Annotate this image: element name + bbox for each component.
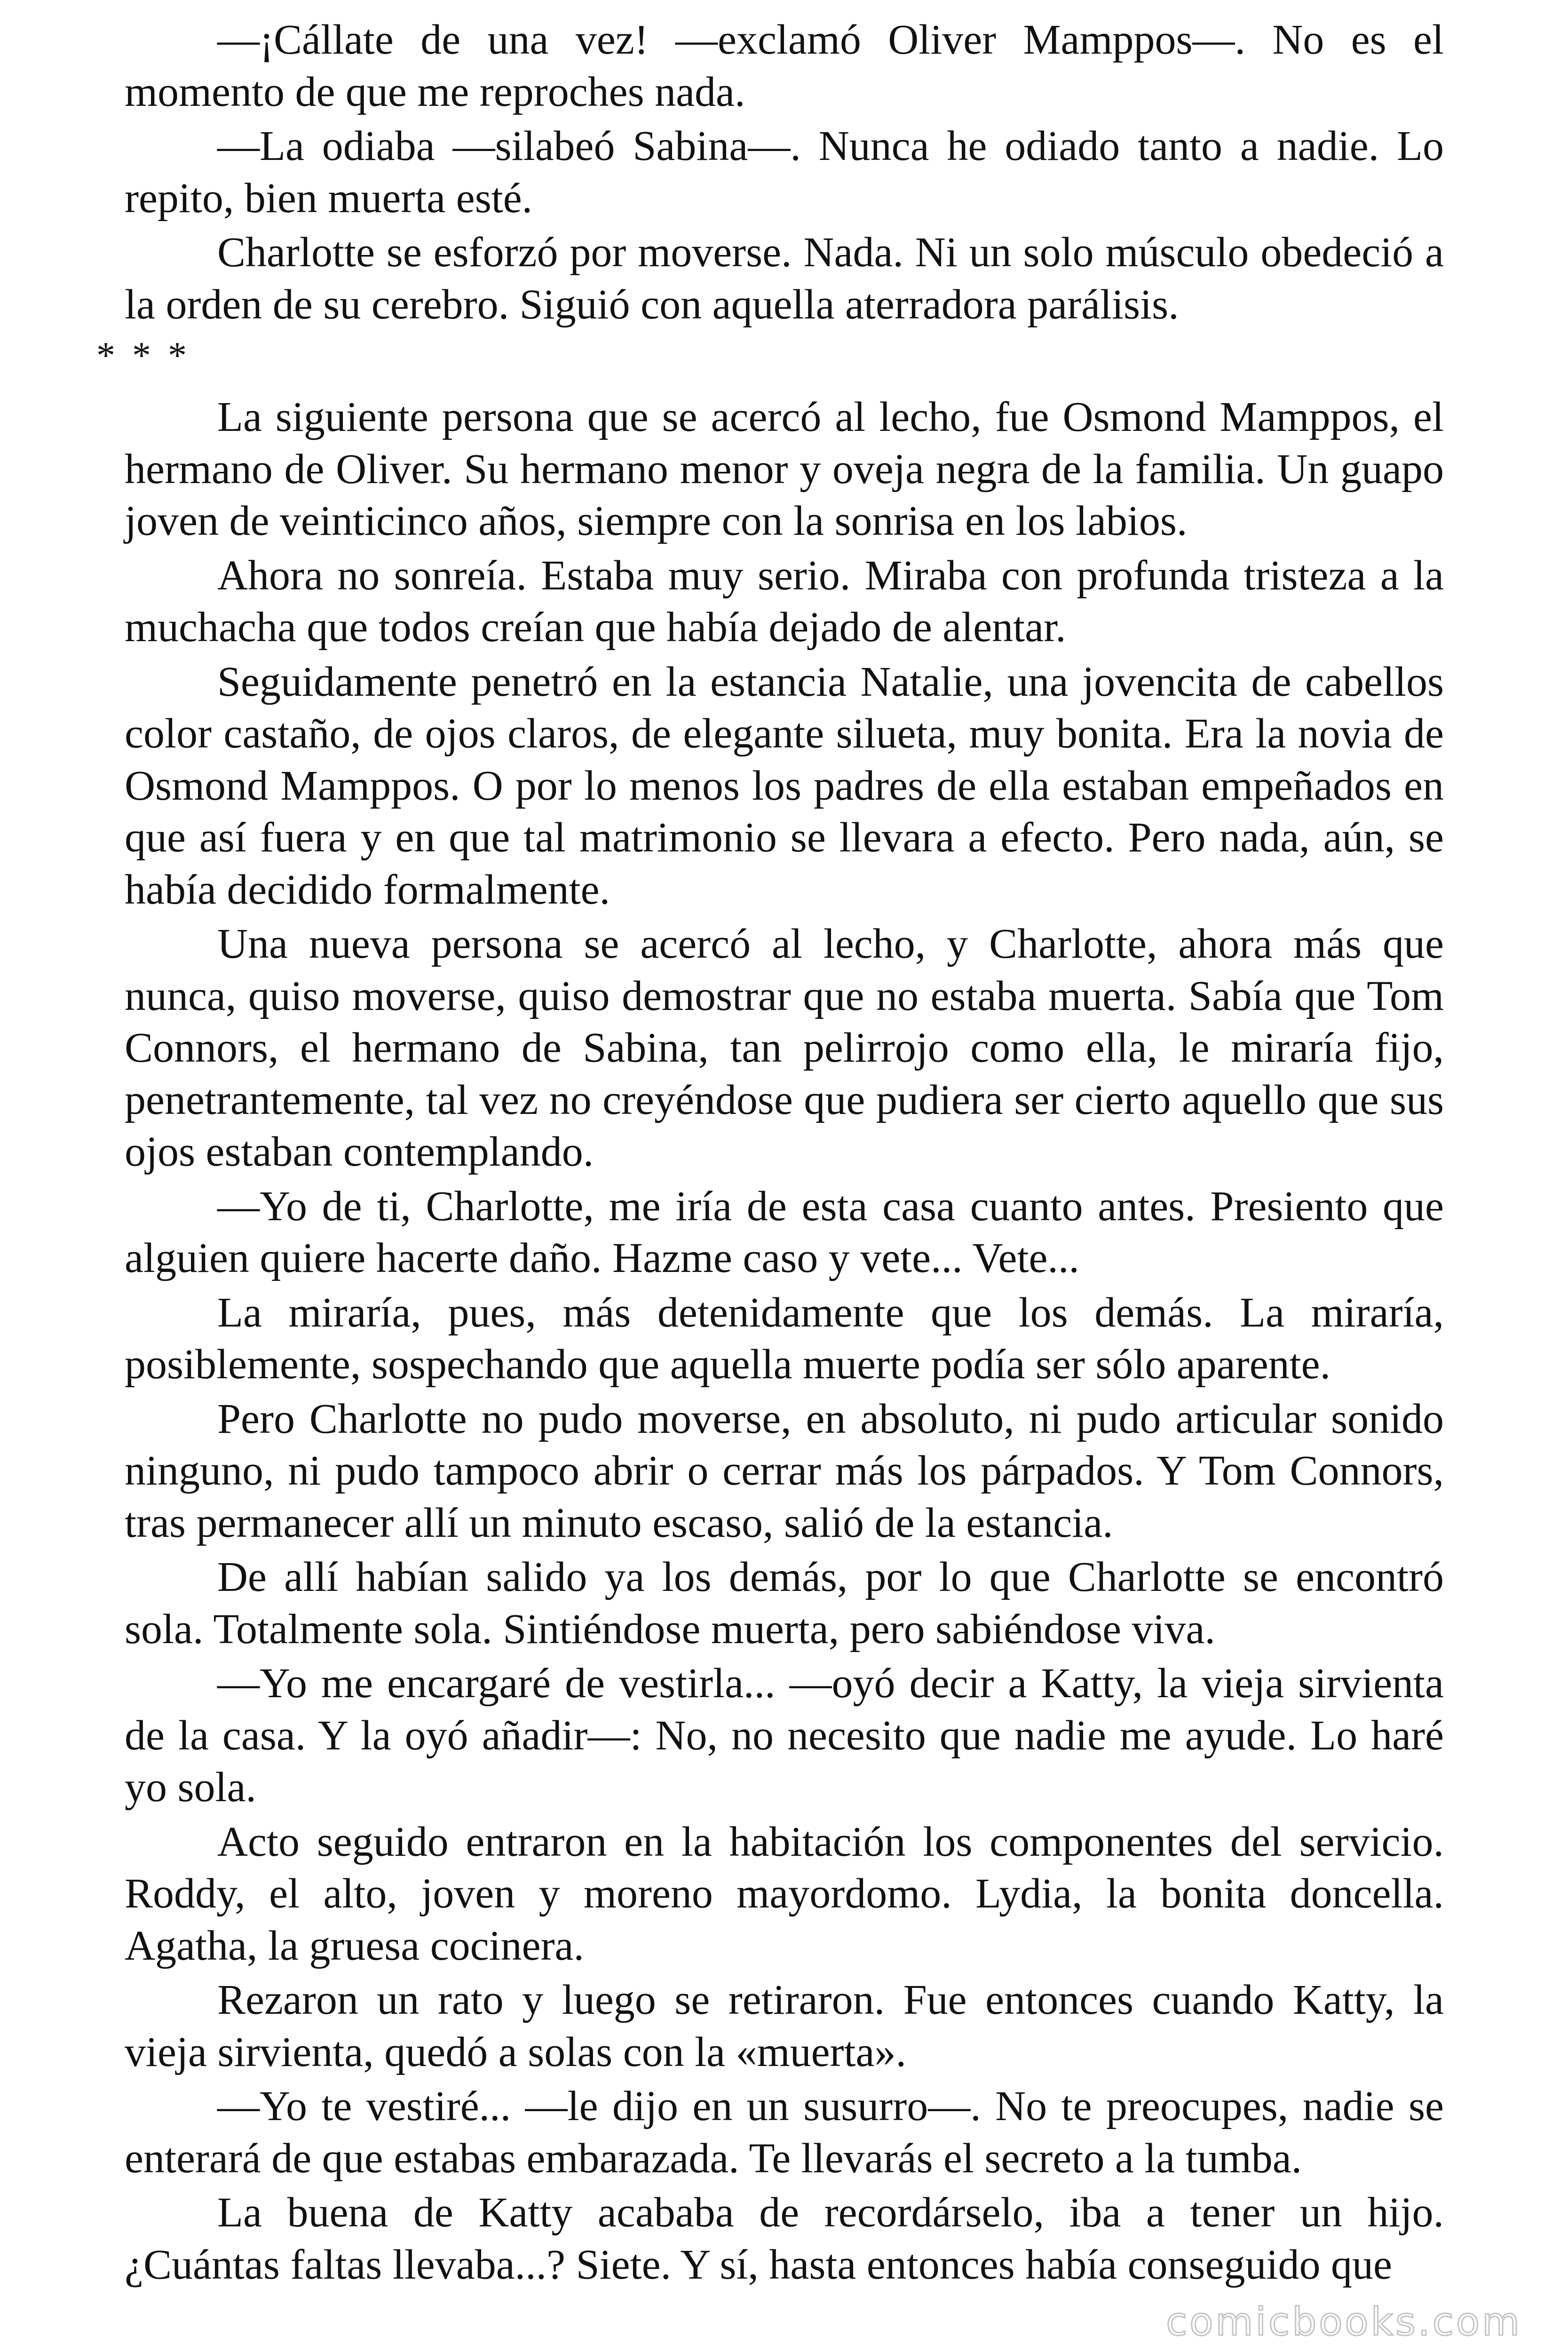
- paragraph: —Yo te vestiré... —le dijo en un susurro—. No te preocupes, nadie se enterará de que estabas embarazada. Te llevarás el secreto a la tumba.: [125, 2083, 1444, 2182]
- paragraph: Ahora no sonreía. Estaba muy serio. Miraba con profunda tristeza a la muchacha que todos creían que había dejado de alentar.: [125, 552, 1444, 651]
- paragraph: Seguidamente penetró en la estancia Natalie, una jovencita de cabellos color castaño, de ojos claros, de elegante silueta, muy bonita. Era la novia de Osmond Mamppos. O por lo menos los padres de ella estaban empeñados en que así fuera y en que tal matrimonio se llevara a efecto. Pero nada, aún, se había decidido formalmente.: [125, 658, 1444, 913]
- site-watermark: comicbooks.com: [1166, 2300, 1522, 2344]
- book-page: [96, 14, 1444, 2293]
- paragraph: Una nueva persona se acercó al lecho, y Charlotte, ahora más que nunca, quiso moverse, quiso demostrar que no estaba muerta. Sabía que Tom Connors, el hermano de Sabina, tan pelirrojo como ella, le miraría fijo, penetrantemente, tal vez no creyéndose que pudiera ser cierto aquello que sus ojos estaban contemplando.: [125, 921, 1444, 1175]
- paragraph: La miraría, pues, más detenidamente que los demás. La miraría, posiblemente, sospechando que aquella muerte podía ser sólo aparente.: [125, 1289, 1444, 1388]
- paragraph: La siguiente persona que se acercó al lecho, fue Osmond Mamppos, el hermano de Oliver. Su hermano menor y oveja negra de la familia. Un guapo joven de veinticinco años, siempre con la sonrisa en los labios.: [125, 394, 1444, 544]
- text-block-after-break: [125, 391, 1444, 2291]
- paragraph: La buena de Katty acababa de recordárselo, iba a tener un hijo. ¿Cuántas faltas llevaba...? Siete. Y sí, hasta entonces había conseguido que: [125, 2189, 1444, 2288]
- paragraph: —La odiaba —silabeó Sabina—. Nunca he odiado tanto a nadie. Lo repito, bien muerta esté.: [125, 123, 1444, 222]
- paragraph: —Yo me encargaré de vestirla... —oyó decir a Katty, la vieja sirvienta de la casa. Y la oyó añadir—: No, no necesito que nadie me ayude. Lo haré yo sola.: [125, 1660, 1444, 1811]
- paragraph: Charlotte se esforzó por moverse. Nada. Ni un solo músculo obedeció a la orden de su cerebro. Siguió con aquella aterradora parálisis.: [125, 229, 1444, 328]
- paragraph: Acto seguido entraron en la habitación los componentes del servicio. Roddy, el alto, joven y moreno mayordomo. Lydia, la bonita doncella. Agatha, la gruesa cocinera.: [125, 1818, 1444, 1969]
- paragraph: Pero Charlotte no pudo moverse, en absoluto, ni pudo articular sonido ninguno, ni pudo tampoco abrir o cerrar más los párpados. Y Tom Connors, tras permanecer allí un minuto escaso, salió de la estancia.: [125, 1395, 1444, 1546]
- text-block-before-break: [125, 14, 1444, 331]
- paragraph: —¡Cállate de una vez! —exclamó Oliver Mamppos—. No es el momento de que me reproches nada.: [125, 16, 1444, 115]
- scene-break: * * *: [96, 335, 190, 376]
- paragraph: Rezaron un rato y luego se retiraron. Fue entonces cuando Katty, la vieja sirvienta, quedó a solas con la «muerta».: [125, 1977, 1444, 2075]
- paragraph: De allí habían salido ya los demás, por lo que Charlotte se encontró sola. Totalmente sola. Sintiéndose muerta, pero sabiéndose viva.: [125, 1554, 1444, 1653]
- paragraph: —Yo de ti, Charlotte, me iría de esta casa cuanto antes. Presiento que alguien quiere hacerte daño. Hazme caso y vete... Vete...: [125, 1183, 1444, 1281]
